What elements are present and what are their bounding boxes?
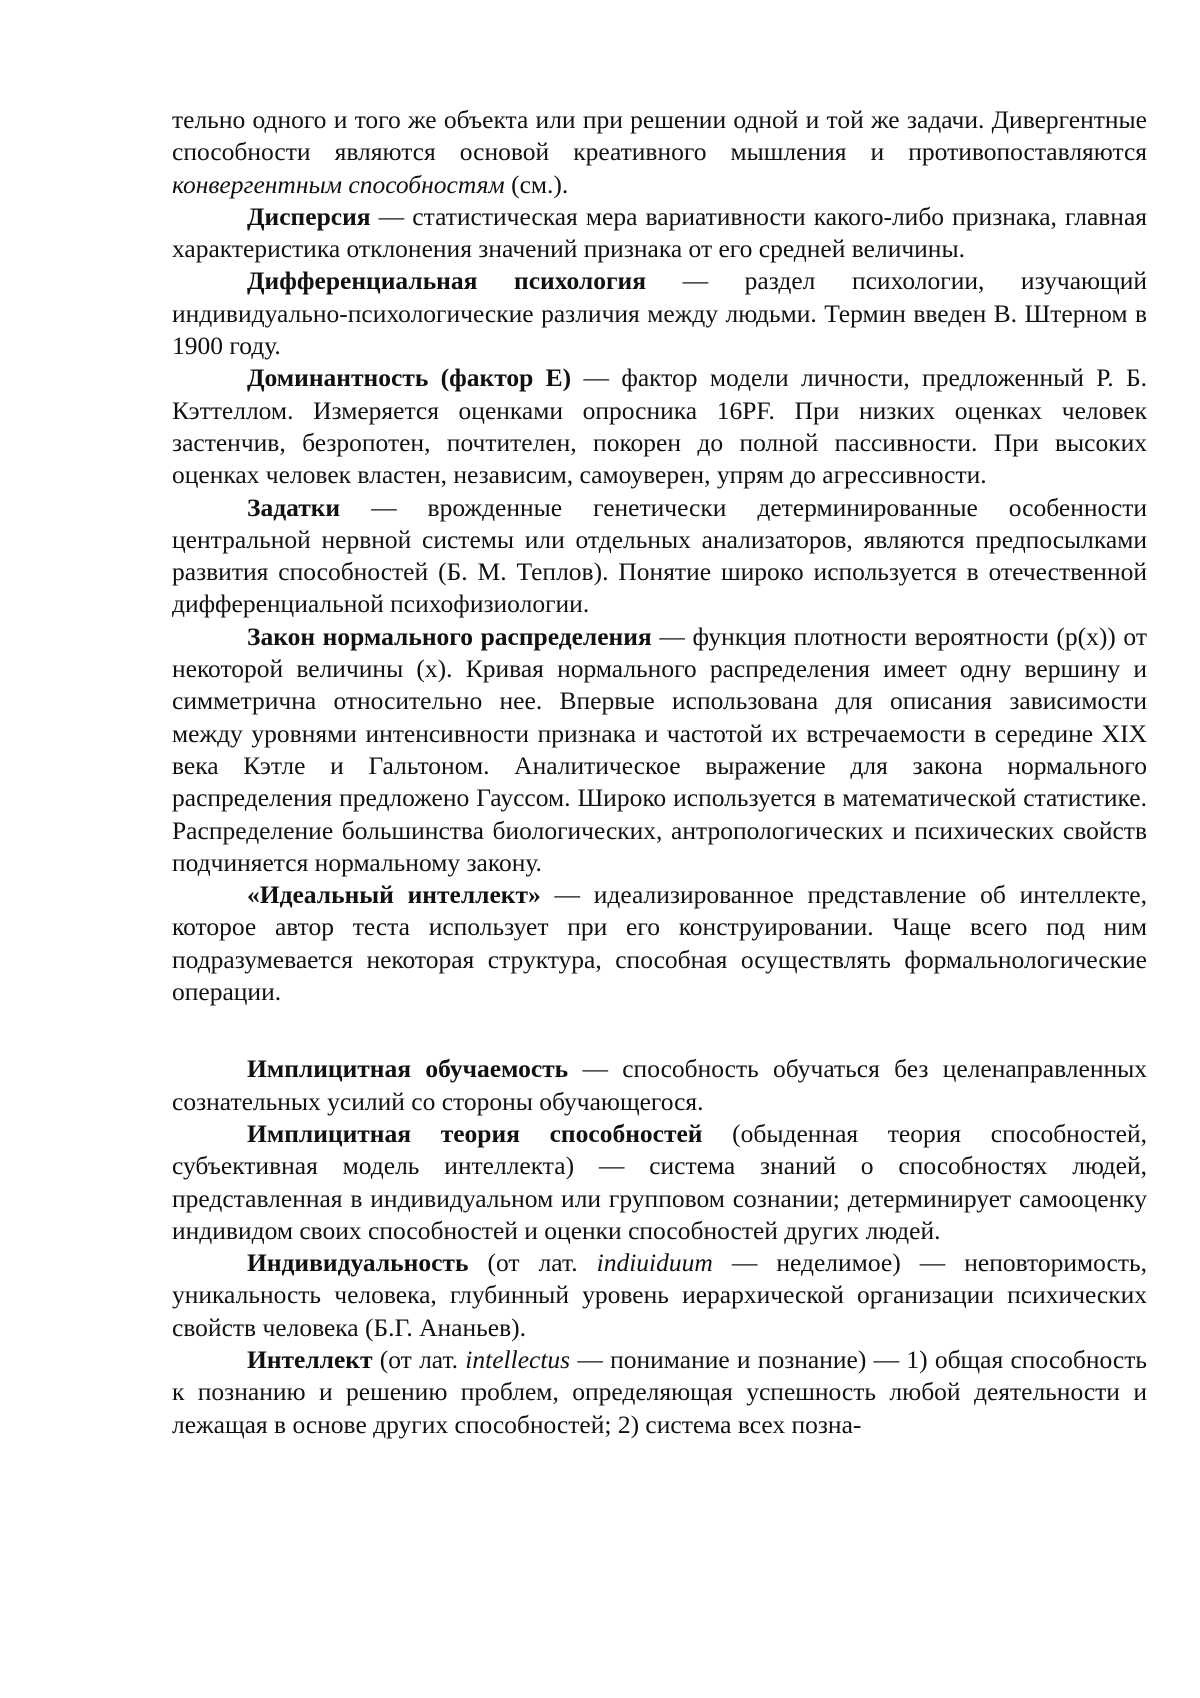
entry-implicit-theory-of-abilities xyxy=(172,1118,1147,1247)
entry-implicit-learnability xyxy=(172,1053,1147,1118)
entry-text-tail: (см.). xyxy=(504,169,569,199)
entry-text: — врожденные генетически детерминированные особенности центральной нервной системы или отдельных анализаторов, являются предпосылками развития способностей (Б. М. Теплов). Понятие широко используется в отечественной дифференциальной психофизиологии. xyxy=(172,492,1147,619)
entry-text-tail: — понимание и познание) — 1) общая способность к познанию и решению проблем, определяющая успешность любой деятельности и лежащая в основе других способностей; 2) система всех позна- xyxy=(172,1344,1147,1439)
entry-term: Интеллект xyxy=(247,1344,373,1374)
entry-divergent-continuation xyxy=(172,104,1147,201)
entry-text: — способность обучаться без целенаправленных сознательных усилий со стороны обучающегося. xyxy=(172,1054,1148,1116)
entry-term: Задатки xyxy=(247,492,341,522)
entry-italic: конвергентным способностям xyxy=(172,169,505,199)
entry-text: — функция плотности вероятности (p(x)) от некоторой величины (x). Кривая нормального распределения имеет одну вершину и симметрична относительно нее. Впервые использована для описания зависимости между уровнями интенсивности признака и частотой их встречаемости в середине XIX века Кэтле и Гальтоном. Аналитическое выражение для закона нормального распределения предложено Гауссом. Широко используется в математической статистике. Распределение большинства биологических, антропологических и психических свойств подчиняется нормальному закону. xyxy=(172,621,1147,877)
entry-term: Индивидуальность xyxy=(247,1248,469,1278)
entry-term: Имплицитная теория способностей xyxy=(247,1118,703,1148)
entry-term: Доминантность (фактор Е) xyxy=(247,363,572,393)
entry-term: Дисперсия xyxy=(247,201,371,231)
entry-text: (обыденная теория способностей, субъективная модель интеллекта) — система знаний о способностях людей, представленная в индивидуальном или групповом сознании; детерминирует самооценку индивидом своих способностей и оценки способностей других людей. xyxy=(172,1118,1148,1245)
entry-text: (от лат. xyxy=(372,1344,466,1374)
document-page xyxy=(172,104,1147,1441)
entry-text: — идеализированное представление об интеллекте, которое автор теста использует при его конструировании. Чаще всего под ним подразумевается некоторая структура, способная осуществлять формальнологические операции. xyxy=(172,880,1147,1007)
entry-intellect xyxy=(172,1344,1147,1441)
entry-normal-distribution-law xyxy=(172,621,1147,879)
entry-text: — раздел психологии, изучающий индивидуально-психологические различия между людьми. Термин введен В. Штерном в 1900 году. xyxy=(172,266,1147,361)
entry-ideal-intellect xyxy=(172,879,1147,1008)
entry-text: тельно одного и того же объекта или при решении одной и той же задачи. Дивергентные способности являются основой креативного мышления и противопоставляются xyxy=(172,105,1147,167)
entry-text-tail: — неделимое) — неповторимость, уникальность человека, глубинный уровень иерархической организации психических свойств человека (Б.Г. Ананьев). xyxy=(172,1248,1147,1342)
entry-differential-psychology xyxy=(172,265,1147,362)
entry-dispersion xyxy=(172,201,1147,266)
entry-term: Дифференциальная психология xyxy=(247,266,647,296)
entry-text: — статистическая мера вариативности какого-либо признака, главная характеристика отклонения значений признака от его средней величины. xyxy=(172,201,1147,264)
entry-term: Закон нормального распределения xyxy=(247,621,652,651)
entry-italic: indiuiduum xyxy=(596,1248,713,1278)
entry-inclinations xyxy=(172,492,1147,621)
entry-dominance xyxy=(172,362,1147,491)
entry-text: — фактор модели личности, предложенный Р. Б. Кэттеллом. Измеряется оценками опросника 16PF. При низких оценках человек застенчив, безропотен, почтителен, покорен до полной пассивности. При высоких оценках человек властен, независим, самоуверен, упрям до агрессивности. xyxy=(172,363,1147,490)
entry-term: Имплицитная обучаемость xyxy=(247,1054,569,1084)
entry-text: (от лат. xyxy=(468,1248,597,1278)
entry-individuality xyxy=(172,1247,1147,1344)
entry-italic: intellectus xyxy=(465,1344,571,1374)
entry-term: «Идеальный интеллект» xyxy=(247,880,541,910)
